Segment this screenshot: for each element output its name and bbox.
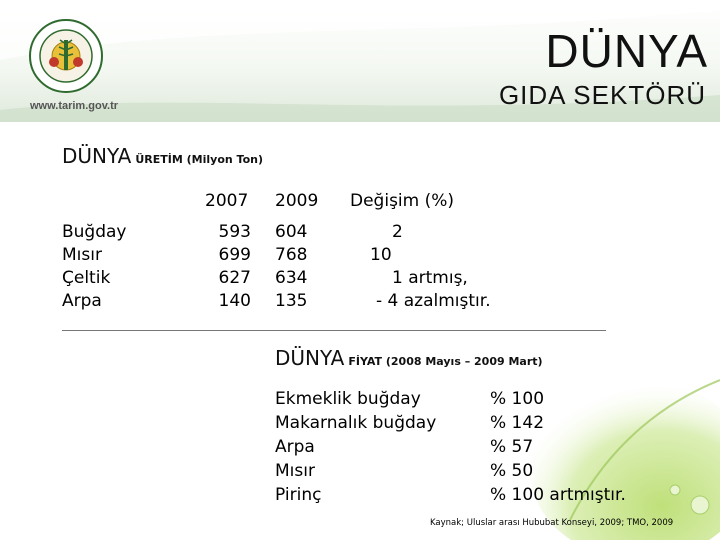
header-banner [0, 0, 720, 122]
row-name: Buğday [62, 222, 127, 242]
value-2007: 593 [218, 222, 251, 242]
value-2009: 135 [275, 291, 308, 311]
price-row-value: % 100 [490, 389, 545, 409]
value-change: - 4 azalmıştır. [376, 291, 491, 311]
production-title-small: ÜRETİM (Milyon Ton) [135, 153, 264, 166]
production-2007-column [205, 221, 251, 313]
column-header-change: Değişim (%) [350, 191, 455, 211]
value-2007: 140 [218, 291, 251, 311]
price-values-column [490, 387, 626, 507]
price-title-big: DÜNYA [275, 346, 345, 370]
price-names-column [275, 387, 436, 507]
value-2009: 768 [275, 245, 308, 265]
production-title-big: DÜNYA [62, 144, 132, 168]
row-name: Mısır [62, 245, 102, 265]
price-section-title [275, 346, 543, 370]
site-url[interactable]: www.tarim.gov.tr [30, 100, 119, 112]
value-change: 10 [370, 245, 392, 265]
value-2009: 634 [275, 268, 308, 288]
price-row-value: % 57 [490, 437, 534, 457]
value-2007: 627 [218, 268, 251, 288]
value-2007: 699 [218, 245, 251, 265]
value-change: 1 artmış, [392, 268, 468, 288]
value-2009: 604 [275, 222, 308, 242]
price-row-name: Makarnalık buğday [275, 413, 437, 433]
column-header-2009: 2009 [275, 191, 319, 211]
production-2009-column [275, 221, 307, 313]
row-name: Çeltik [62, 268, 111, 288]
production-change-column [370, 221, 491, 313]
source-note: Kaynak; Uluslar arası Hububat Konseyi, 2009; TMO, 2009 [430, 518, 674, 528]
value-change: 2 [392, 222, 403, 242]
row-name: Arpa [62, 291, 102, 311]
ministry-logo-icon [28, 18, 104, 94]
page-subtitle: GIDA SEKTÖRÜ [498, 80, 706, 110]
price-row-value: % 142 [490, 413, 545, 433]
price-title-small: FİYAT (2008 Mayıs – 2009 Mart) [348, 355, 543, 368]
price-row-name: Mısır [275, 461, 315, 481]
price-row-value: % 100 artmıştır. [490, 485, 626, 505]
price-row-name: Ekmeklik buğday [275, 389, 421, 409]
production-section-title [62, 144, 263, 168]
page-title: DÜNYA [545, 25, 708, 77]
price-row-value: % 50 [490, 461, 534, 481]
production-names-column [62, 221, 127, 313]
section-divider [62, 330, 606, 331]
price-row-name: Pirinç [275, 485, 322, 505]
price-row-name: Arpa [275, 437, 315, 457]
column-header-2007: 2007 [205, 191, 249, 211]
